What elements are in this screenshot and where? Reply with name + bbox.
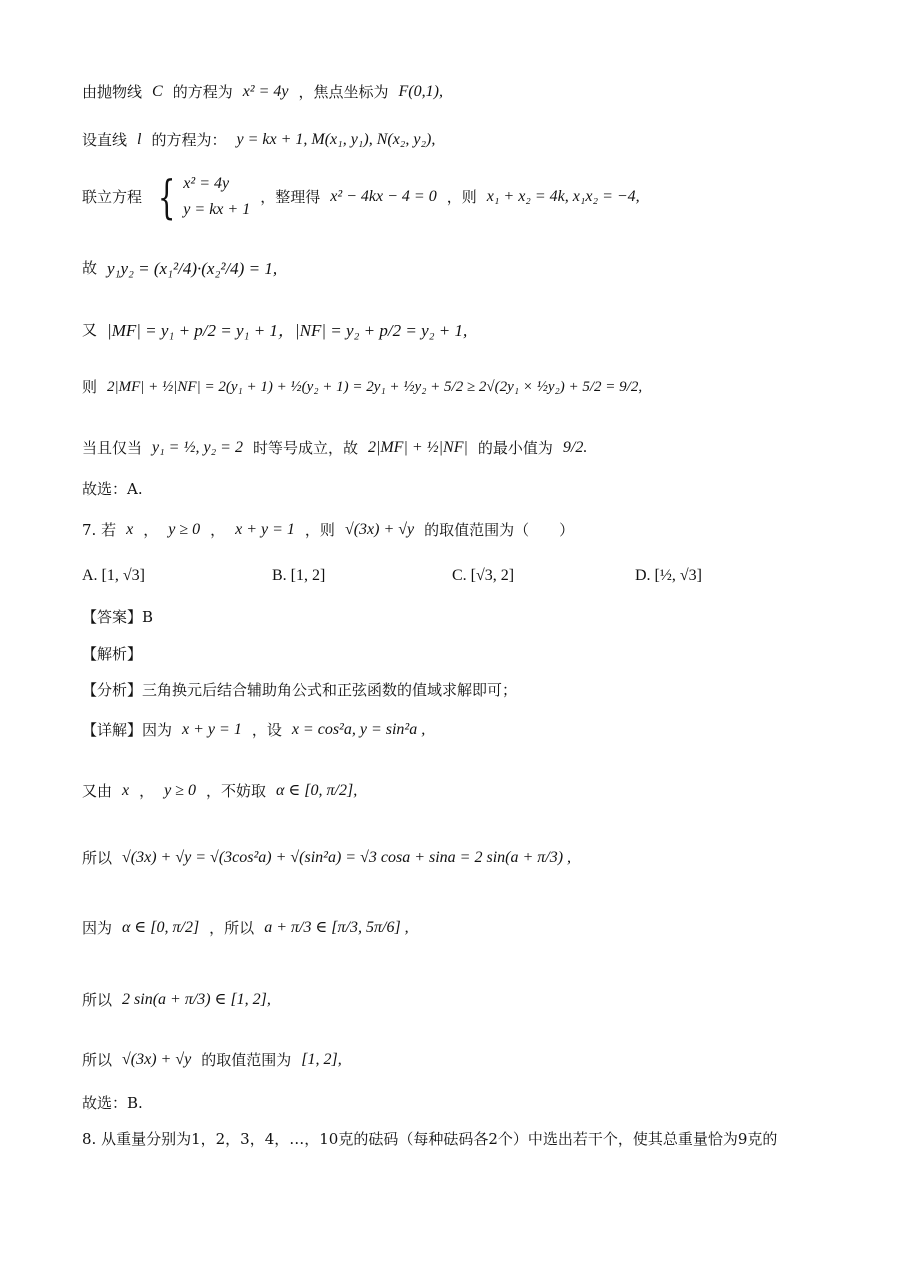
detail-line-1: 【详解】因为 x + y = 1 ，设 x = cos²a, y = sin²a , [82, 720, 426, 739]
option-d: D. [½, √3] [635, 567, 702, 584]
answer-label: 【答案】B [82, 608, 154, 626]
option-a: A. [1, √3] [82, 567, 145, 584]
text-line-3: 联立方程 { x² = 4y y = kx + 1 ，整理得 x² − 4kx − 4 = 0 ，则 x₁ + x₂ = 4k, x₁x₂ = −4, [82, 170, 640, 224]
detail-line-4: 因为 α ∈ [0, π/2] ，所以 a + π/3 ∈ [π/3, 5π/6] , [82, 918, 409, 937]
text-line-1: 由抛物线 C 的方程为 x² = 4y ，焦点坐标为 F(0,1), [82, 82, 443, 101]
analysis-label: 【解析】 [82, 645, 143, 663]
text-line-2: 设直线 l 的方程为： y = kx + 1, M(x₁, y₁), N(x₂, y₂), [82, 130, 436, 149]
detail-line-3: 所以 √(3x) + √y = √(3cos²a) + √(sin²a) = √3 cosa + sina = 2 sin(a + π/3) , [82, 848, 572, 867]
answer-choice-b: 故选：B. [82, 1094, 143, 1112]
text-line-7: 当且仅当 y₁ = ½, y₂ = 2 时等号成立，故 2|MF| + ½|NF| 的最小值为 9/2. [82, 438, 588, 457]
detail-line-2: 又由 x ， y ≥ 0 ，不妨取 α ∈ [0, π/2], [82, 781, 358, 800]
left-brace-icon: { [157, 170, 176, 224]
detail-line-6: 所以 √(3x) + √y 的取值范围为 [1, 2], [82, 1050, 342, 1069]
equation-system: { x² = 4y y = kx + 1 [157, 170, 251, 224]
question-8: 8. 从重量分别为1，2，3，4，…，10克的砝码（每种砝码各2个）中选出若干个，使其总重量恰为9克的 [82, 1130, 778, 1148]
question-7-options [82, 566, 860, 586]
option-b: B. [1, 2] [272, 567, 326, 584]
text-line-6: 则 2|MF| + ½|NF| = 2(y₁ + 1) + ½(y₂ + 1) = 2y₁ + ½y₂ + 5/2 ≥ 2√(2y₁ × ½y₂) + 5/2 = 9/2, [82, 378, 643, 396]
answer-choice-a: 故选：A. [82, 480, 143, 498]
analysis-summary: 【分析】三角换元后结合辅助角公式和正弦函数的值域求解即可； [82, 681, 518, 699]
option-c: C. [√3, 2] [452, 567, 515, 584]
text-line-4: 故 y₁y₂ = (x₁²/4)·(x₂²/4) = 1, [82, 259, 278, 278]
text-line-5: 又 |MF| = y₁ + p/2 = y₁ + 1，|NF| = y₂ + p/2 = y₂ + 1, [82, 321, 468, 340]
question-7: 7. 若 x ， y ≥ 0 ， x + y = 1 ，则 √(3x) + √y 的取值范围为（ ） [82, 520, 575, 539]
detail-line-5: 所以 2 sin(a + π/3) ∈ [1, 2], [82, 990, 271, 1009]
